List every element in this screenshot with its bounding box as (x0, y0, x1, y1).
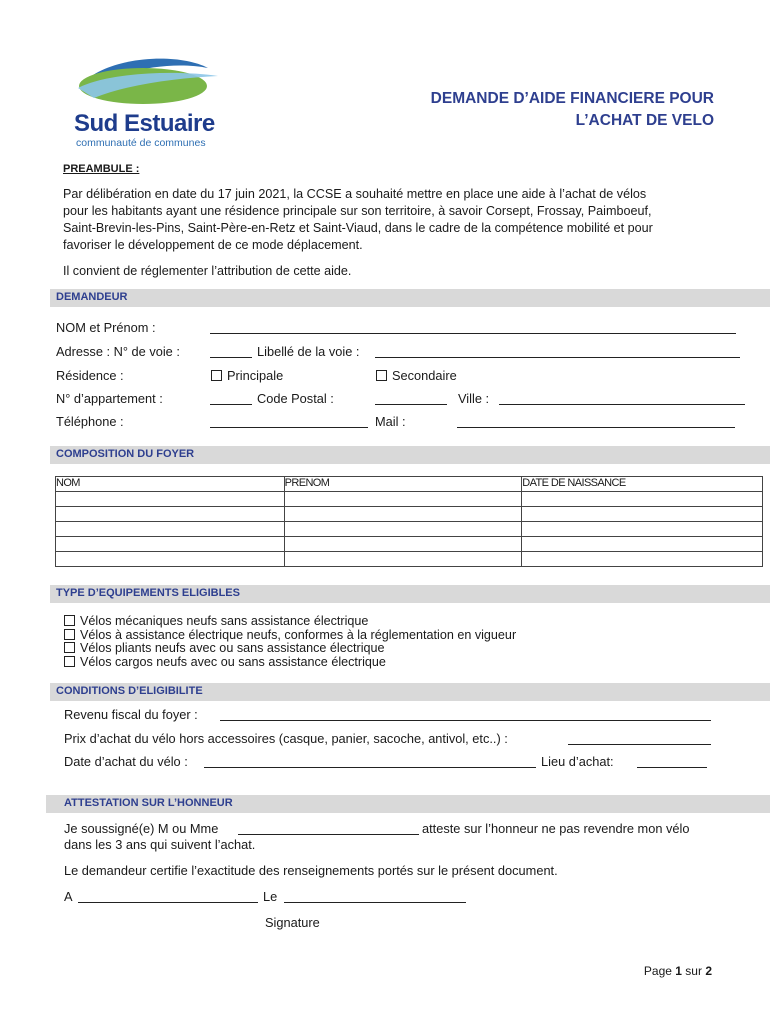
libelle-label: Libellé de la voie : (257, 344, 360, 359)
revenu-label: Revenu fiscal du foyer : (64, 707, 198, 722)
signature-label: Signature (265, 915, 320, 930)
equipement-checkbox[interactable] (64, 615, 516, 629)
table-cell[interactable] (522, 552, 763, 567)
table-cell[interactable] (284, 522, 522, 537)
ville-field[interactable] (499, 404, 745, 405)
section-heading: CONDITIONS D’ELIGIBILITE (56, 685, 203, 697)
equipement-checkbox[interactable] (64, 642, 516, 656)
section-conditions (50, 683, 770, 701)
equipement-label: Vélos cargos neufs avec ou sans assistance électrique (80, 654, 386, 669)
le-date-field[interactable] (284, 902, 466, 903)
foyer-table (55, 476, 763, 567)
attestation-text: atteste sur l’honneur ne pas revendre mon vélo (422, 821, 690, 836)
table-cell[interactable] (284, 537, 522, 552)
appartement-field[interactable] (210, 404, 252, 405)
checkbox-icon (64, 656, 75, 667)
preamble-line: Saint-Brevin-les-Pins, Saint-Père-en-Retz et Saint-Viaud, dans le cadre de la compétence mobilité et pour (63, 221, 653, 235)
checkbox-icon (211, 370, 222, 381)
section-equipements (50, 585, 770, 603)
prix-label: Prix d’achat du vélo hors accessoires (casque, panier, sacoche, antivol, etc..) : (64, 731, 508, 746)
table-cell[interactable] (56, 552, 285, 567)
certify-text: Le demandeur certifie l’exactitude des renseignements portés sur le présent document. (64, 863, 558, 878)
table-cell[interactable] (522, 522, 763, 537)
section-attestation (46, 795, 770, 813)
table-row (56, 522, 763, 537)
preamble-line: pour les habitants ayant une résidence principale sur son territoire, à savoir Corsept, Frossay, Paimboeuf, (63, 204, 652, 218)
equipement-checkbox[interactable] (64, 629, 516, 643)
section-heading: TYPE D’EQUIPEMENTS ELIGIBLES (56, 587, 240, 599)
secondaire-label: Secondaire (392, 368, 457, 383)
current-page: 1 (675, 964, 682, 978)
title-line-1: DEMANDE D’AIDE FINANCIERE POUR (430, 90, 714, 107)
table-cell[interactable] (56, 522, 285, 537)
attestation-name-field[interactable] (238, 834, 419, 835)
table-cell[interactable] (522, 537, 763, 552)
table-row (56, 537, 763, 552)
logo-subtitle: communauté de communes (76, 137, 206, 149)
code-postal-label: Code Postal : (257, 391, 334, 406)
lieu-achat-field[interactable] (637, 767, 707, 768)
page-number (644, 964, 712, 978)
equipement-checkbox[interactable] (64, 656, 516, 670)
preamble-paragraph (63, 186, 723, 254)
residence-label: Résidence : (56, 368, 124, 383)
residence-secondaire-checkbox[interactable] (376, 368, 457, 383)
table-row (56, 507, 763, 522)
column-header: PRENOM (284, 477, 522, 492)
mail-field[interactable] (457, 427, 735, 428)
section-demandeur (50, 289, 770, 307)
page-of: sur (685, 964, 702, 978)
table-cell[interactable] (284, 552, 522, 567)
section-foyer (50, 446, 770, 464)
ville-label: Ville : (458, 391, 490, 406)
principale-label: Principale (227, 368, 284, 383)
checkbox-icon (64, 615, 75, 626)
le-label: Le (263, 889, 278, 904)
attestation-intro: Je soussigné(e) M ou Mme (64, 821, 219, 836)
numero-voie-field[interactable] (210, 357, 252, 358)
table-cell[interactable] (56, 507, 285, 522)
equipements-list (64, 615, 516, 669)
telephone-field[interactable] (210, 427, 368, 428)
prix-field[interactable] (568, 744, 711, 745)
preamble-line: favoriser le développement de ce mode déplacement. (63, 238, 363, 252)
checkbox-icon (64, 629, 75, 640)
preamble-line: Par délibération en date du 17 juin 2021, la CCSE a souhaité mettre en place une aide à l’achat de vélos (63, 187, 647, 201)
table-cell[interactable] (56, 492, 285, 507)
table-cell[interactable] (522, 507, 763, 522)
table-cell[interactable] (284, 507, 522, 522)
revenu-field[interactable] (220, 720, 711, 721)
preamble-paragraph-2: Il convient de réglementer l’attribution de cette aide. (63, 264, 352, 278)
sud-estuaire-logo (68, 48, 238, 158)
section-heading: COMPOSITION DU FOYER (56, 448, 195, 460)
preamble-heading: PREAMBULE : (63, 163, 140, 175)
checkbox-icon (376, 370, 387, 381)
adresse-label: Adresse : N° de voie : (56, 344, 180, 359)
title-line-2: L’ACHAT DE VELO (575, 112, 714, 129)
checkbox-icon (64, 642, 75, 653)
page-prefix: Page (643, 964, 672, 978)
section-heading: ATTESTATION SUR L’HONNEUR (64, 797, 233, 809)
lieu-achat-label: Lieu d’achat: (541, 754, 614, 769)
equipement-label: Vélos à assistance électrique neufs, conformes à la réglementation en vigueur (80, 627, 517, 642)
table-row (56, 552, 763, 567)
attestation-text-2: dans les 3 ans qui suivent l’achat. (64, 837, 256, 852)
equipement-label: Vélos mécaniques neufs sans assistance électrique (80, 614, 369, 628)
code-postal-field[interactable] (375, 404, 447, 405)
table-cell[interactable] (522, 492, 763, 507)
logo-wordmark: Sud Estuaire (74, 110, 215, 137)
a-place-field[interactable] (78, 902, 258, 903)
date-achat-label: Date d’achat du vélo : (64, 754, 188, 769)
column-header: NOM (56, 477, 285, 492)
a-label: A (64, 889, 73, 904)
nom-field[interactable] (210, 333, 736, 334)
telephone-label: Téléphone : (56, 414, 124, 429)
table-cell[interactable] (284, 492, 522, 507)
libelle-voie-field[interactable] (375, 357, 740, 358)
table-header-row (56, 477, 763, 492)
appartement-label: N° d’appartement : (56, 391, 163, 406)
equipement-label: Vélos pliants neufs avec ou sans assistance électrique (80, 641, 385, 656)
residence-principale-checkbox[interactable] (211, 368, 283, 383)
section-heading: DEMANDEUR (56, 291, 128, 303)
table-cell[interactable] (56, 537, 285, 552)
mail-label: Mail : (375, 414, 406, 429)
column-header: DATE DE NAISSANCE (522, 477, 763, 492)
document-title (431, 88, 714, 132)
date-achat-field[interactable] (204, 767, 536, 768)
table-row (56, 492, 763, 507)
total-pages: 2 (705, 964, 712, 978)
nom-label: NOM et Prénom : (56, 320, 156, 335)
